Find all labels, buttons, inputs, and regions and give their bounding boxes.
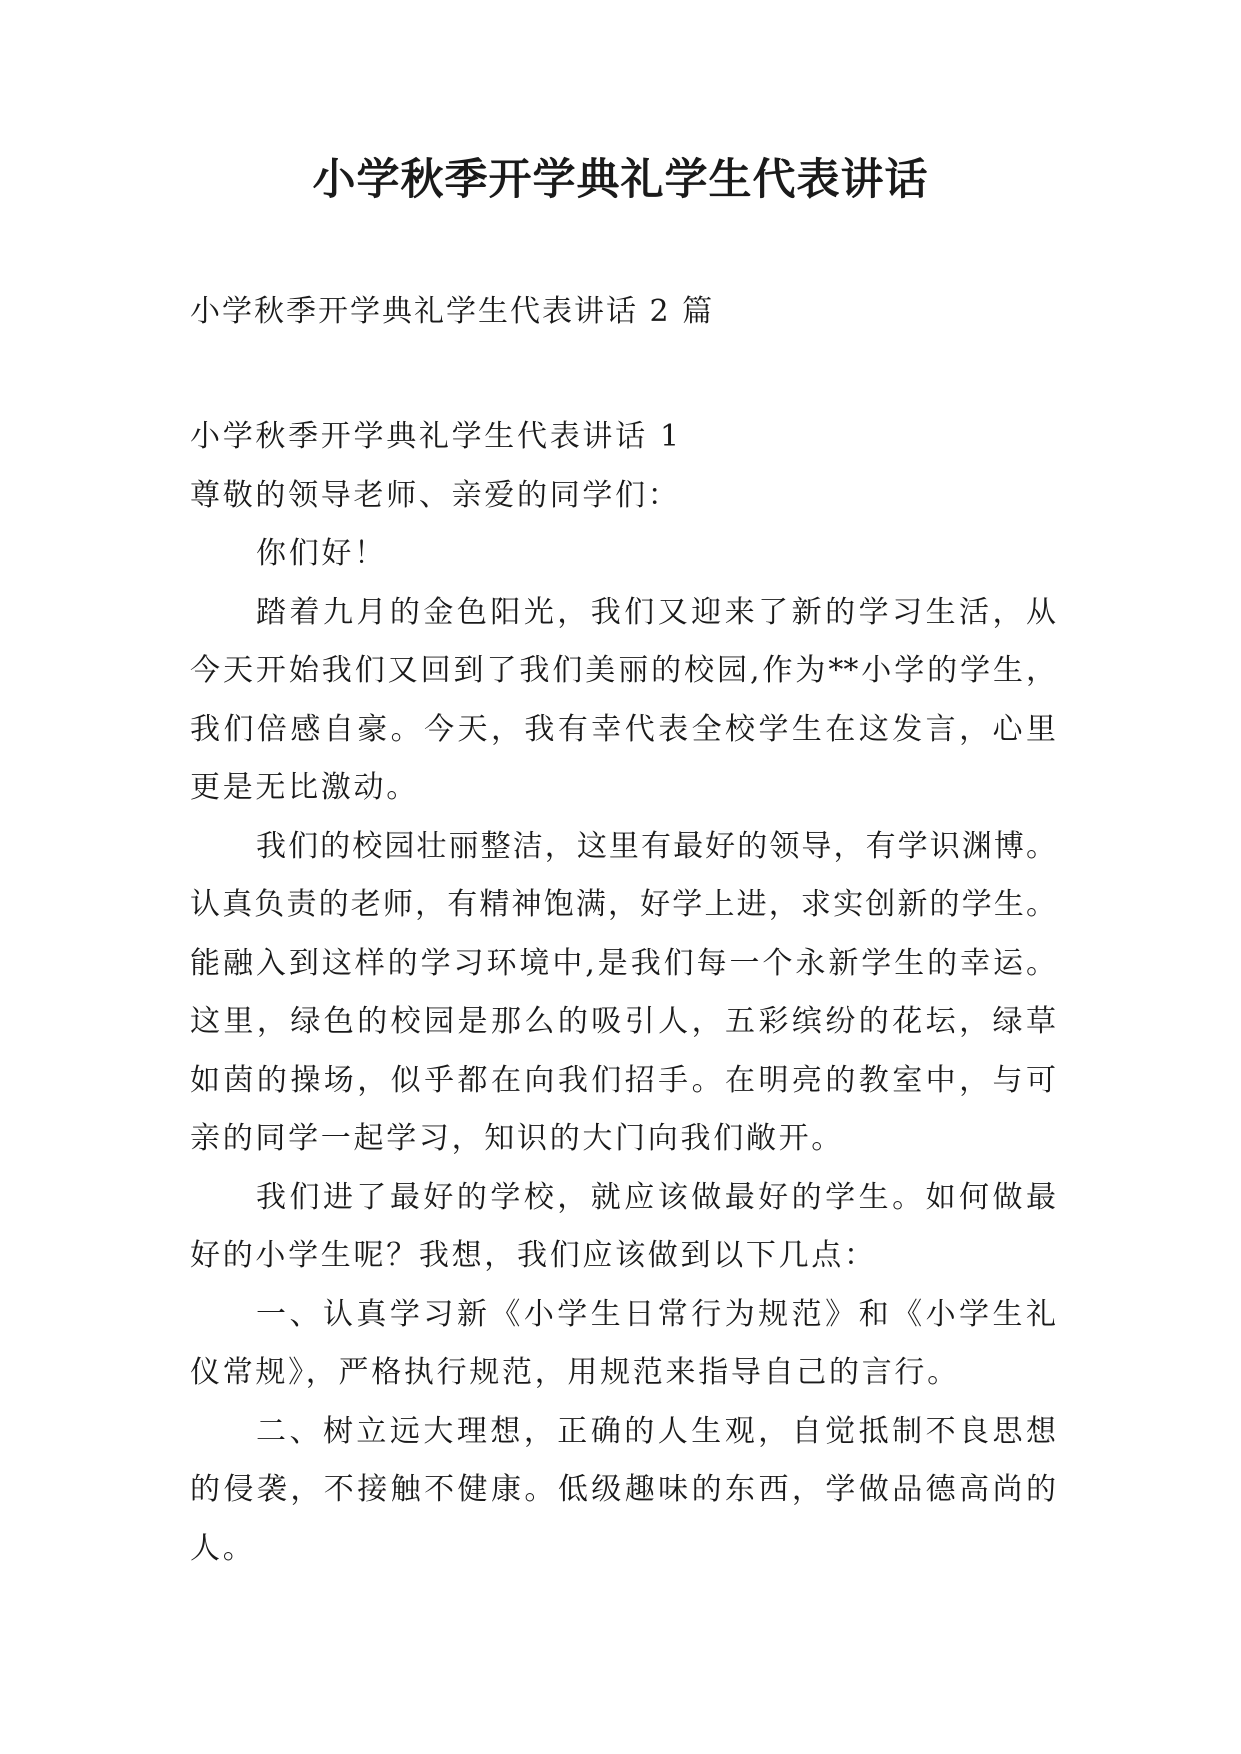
text-line: 人。 (190, 1530, 256, 1566)
text-line: 踏着九月的金色阳光，我们又迎来了新的学习生活，从 (256, 594, 1056, 630)
text-line: 二、树立远大理想，正确的人生观，自觉抵制不良思想 (256, 1413, 1056, 1449)
text-line: 更是无比激动。 (190, 770, 419, 805)
document-body (190, 408, 1056, 1578)
text-line: 我们的校园壮丽整洁，这里有最好的领导，有学识渊博。 (256, 828, 1056, 864)
text-line: 这里，绿色的校园是那么的吸引人，五彩缤纷的花坛，绿草 (190, 1004, 1056, 1039)
text-line: 好的小学生呢？我想，我们应该做到以下几点： (190, 1238, 877, 1273)
text-line: 我们进了最好的学校，就应该做最好的学生。如何做最 (256, 1179, 1056, 1215)
text-line: 亲的同学一起学习，知识的大门向我们敞开。 (190, 1121, 844, 1156)
text-line: 我们倍感自豪。今天，我有幸代表全校学生在这发言，心里 (190, 711, 1056, 747)
document-subtitle: 小学秋季开学典礼学生代表讲话 2 篇 (190, 294, 715, 329)
text-line: 认真负责的老师，有精神饱满，好学上进，求实创新的学生。 (190, 887, 1056, 922)
text-line: 能融入到这样的学习环境中,是我们每一个永新学生的幸运。 (190, 945, 1056, 981)
document-title: 小学秋季开学典礼学生代表讲话 (312, 155, 929, 205)
text-line: 今天开始我们又回到了我们美丽的校园,作为**小学的学生， (190, 653, 1056, 688)
salutation: 尊敬的领导老师、亲爱的同学们： (190, 477, 681, 513)
section-heading: 小学秋季开学典礼学生代表讲话 1 (190, 419, 682, 454)
greeting: 你们好！ (256, 536, 387, 571)
text-line: 仪常规》，严格执行规范，用规范来指导自己的言行。 (190, 1355, 960, 1390)
text-line: 的侵袭，不接触不健康。低级趣味的东西，学做品德高尚的 (190, 1472, 1056, 1507)
text-line: 一、认真学习新《小学生日常行为规范》和《小学生礼 (256, 1296, 1056, 1332)
text-line: 如茵的操场，似乎都在向我们招手。在明亮的教室中，与可 (190, 1062, 1056, 1098)
